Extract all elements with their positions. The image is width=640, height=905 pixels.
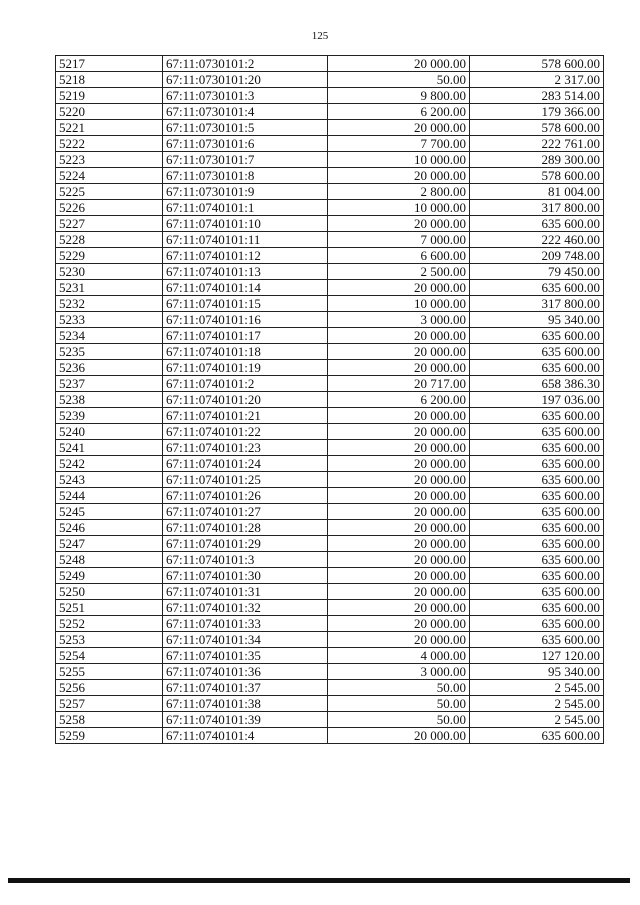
area-cell: 20 000.00 bbox=[328, 536, 470, 552]
row-number-cell: 5235 bbox=[56, 344, 163, 360]
table-row bbox=[56, 248, 604, 264]
value-cell: 658 386.30 bbox=[470, 376, 604, 392]
cadastral-number-cell: 67:11:0740101:39 bbox=[163, 712, 328, 728]
table-row bbox=[56, 472, 604, 488]
cadastral-number-cell: 67:11:0740101:31 bbox=[163, 584, 328, 600]
value-cell: 2 545.00 bbox=[470, 696, 604, 712]
table-row bbox=[56, 456, 604, 472]
cadastral-number-cell: 67:11:0740101:35 bbox=[163, 648, 328, 664]
row-number-cell: 5241 bbox=[56, 440, 163, 456]
area-cell: 50.00 bbox=[328, 696, 470, 712]
value-cell: 635 600.00 bbox=[470, 632, 604, 648]
table-row bbox=[56, 536, 604, 552]
row-number-cell: 5234 bbox=[56, 328, 163, 344]
cadastral-number-cell: 67:11:0740101:38 bbox=[163, 696, 328, 712]
area-cell: 50.00 bbox=[328, 712, 470, 728]
value-cell: 2 545.00 bbox=[470, 680, 604, 696]
cadastral-number-cell: 67:11:0730101:7 bbox=[163, 152, 328, 168]
value-cell: 635 600.00 bbox=[470, 552, 604, 568]
cadastral-number-cell: 67:11:0740101:30 bbox=[163, 568, 328, 584]
cadastral-number-cell: 67:11:0730101:8 bbox=[163, 168, 328, 184]
value-cell: 635 600.00 bbox=[470, 424, 604, 440]
table-row bbox=[56, 600, 604, 616]
row-number-cell: 5217 bbox=[56, 56, 163, 72]
cadastral-number-cell: 67:11:0740101:13 bbox=[163, 264, 328, 280]
cadastral-number-cell: 67:11:0730101:9 bbox=[163, 184, 328, 200]
cadastral-number-cell: 67:11:0730101:20 bbox=[163, 72, 328, 88]
value-cell: 209 748.00 bbox=[470, 248, 604, 264]
area-cell: 7 000.00 bbox=[328, 232, 470, 248]
area-cell: 20 000.00 bbox=[328, 328, 470, 344]
row-number-cell: 5255 bbox=[56, 664, 163, 680]
cadastral-number-cell: 67:11:0730101:3 bbox=[163, 88, 328, 104]
bottom-rule bbox=[8, 878, 630, 883]
value-cell: 635 600.00 bbox=[470, 536, 604, 552]
table-row bbox=[56, 424, 604, 440]
area-cell: 20 000.00 bbox=[328, 424, 470, 440]
row-number-cell: 5258 bbox=[56, 712, 163, 728]
cadastral-number-cell: 67:11:0740101:33 bbox=[163, 616, 328, 632]
area-cell: 10 000.00 bbox=[328, 200, 470, 216]
value-cell: 2 545.00 bbox=[470, 712, 604, 728]
cadastral-number-cell: 67:11:0740101:1 bbox=[163, 200, 328, 216]
table-row bbox=[56, 184, 604, 200]
cadastral-number-cell: 67:11:0740101:16 bbox=[163, 312, 328, 328]
row-number-cell: 5226 bbox=[56, 200, 163, 216]
area-cell: 20 000.00 bbox=[328, 216, 470, 232]
value-cell: 578 600.00 bbox=[470, 56, 604, 72]
row-number-cell: 5249 bbox=[56, 568, 163, 584]
area-cell: 20 000.00 bbox=[328, 440, 470, 456]
row-number-cell: 5221 bbox=[56, 120, 163, 136]
value-cell: 222 761.00 bbox=[470, 136, 604, 152]
table-row bbox=[56, 664, 604, 680]
area-cell: 20 000.00 bbox=[328, 584, 470, 600]
value-cell: 81 004.00 bbox=[470, 184, 604, 200]
value-cell: 635 600.00 bbox=[470, 360, 604, 376]
area-cell: 20 000.00 bbox=[328, 280, 470, 296]
table-row bbox=[56, 488, 604, 504]
row-number-cell: 5220 bbox=[56, 104, 163, 120]
area-cell: 20 000.00 bbox=[328, 168, 470, 184]
area-cell: 20 000.00 bbox=[328, 600, 470, 616]
table-row bbox=[56, 264, 604, 280]
row-number-cell: 5224 bbox=[56, 168, 163, 184]
row-number-cell: 5232 bbox=[56, 296, 163, 312]
value-cell: 179 366.00 bbox=[470, 104, 604, 120]
value-cell: 197 036.00 bbox=[470, 392, 604, 408]
row-number-cell: 5243 bbox=[56, 472, 163, 488]
row-number-cell: 5256 bbox=[56, 680, 163, 696]
value-cell: 635 600.00 bbox=[470, 584, 604, 600]
area-cell: 20 000.00 bbox=[328, 568, 470, 584]
table-row bbox=[56, 344, 604, 360]
row-number-cell: 5242 bbox=[56, 456, 163, 472]
row-number-cell: 5233 bbox=[56, 312, 163, 328]
value-cell: 635 600.00 bbox=[470, 472, 604, 488]
area-cell: 10 000.00 bbox=[328, 296, 470, 312]
cadastral-number-cell: 67:11:0740101:18 bbox=[163, 344, 328, 360]
cadastral-number-cell: 67:11:0740101:15 bbox=[163, 296, 328, 312]
table-row bbox=[56, 56, 604, 72]
value-cell: 127 120.00 bbox=[470, 648, 604, 664]
table-row bbox=[56, 72, 604, 88]
area-cell: 9 800.00 bbox=[328, 88, 470, 104]
table-row bbox=[56, 504, 604, 520]
row-number-cell: 5257 bbox=[56, 696, 163, 712]
row-number-cell: 5251 bbox=[56, 600, 163, 616]
value-cell: 635 600.00 bbox=[470, 488, 604, 504]
area-cell: 2 500.00 bbox=[328, 264, 470, 280]
cadastral-number-cell: 67:11:0730101:2 bbox=[163, 56, 328, 72]
table-row bbox=[56, 696, 604, 712]
table-row bbox=[56, 280, 604, 296]
value-cell: 635 600.00 bbox=[470, 328, 604, 344]
table-row bbox=[56, 104, 604, 120]
cadastral-number-cell: 67:11:0730101:5 bbox=[163, 120, 328, 136]
table-row bbox=[56, 520, 604, 536]
table-row bbox=[56, 120, 604, 136]
page-number: 125 bbox=[311, 30, 329, 42]
value-cell: 635 600.00 bbox=[470, 216, 604, 232]
row-number-cell: 5230 bbox=[56, 264, 163, 280]
area-cell: 20 000.00 bbox=[328, 360, 470, 376]
cadastral-number-cell: 67:11:0740101:4 bbox=[163, 728, 328, 744]
table-row bbox=[56, 152, 604, 168]
row-number-cell: 5238 bbox=[56, 392, 163, 408]
value-cell: 635 600.00 bbox=[470, 408, 604, 424]
row-number-cell: 5227 bbox=[56, 216, 163, 232]
area-cell: 6 200.00 bbox=[328, 392, 470, 408]
cadastral-number-cell: 67:11:0740101:21 bbox=[163, 408, 328, 424]
area-cell: 20 000.00 bbox=[328, 520, 470, 536]
area-cell: 20 000.00 bbox=[328, 120, 470, 136]
area-cell: 20 000.00 bbox=[328, 472, 470, 488]
row-number-cell: 5254 bbox=[56, 648, 163, 664]
area-cell: 20 000.00 bbox=[328, 504, 470, 520]
table-row bbox=[56, 328, 604, 344]
row-number-cell: 5247 bbox=[56, 536, 163, 552]
value-cell: 79 450.00 bbox=[470, 264, 604, 280]
area-cell: 20 000.00 bbox=[328, 56, 470, 72]
table-row bbox=[56, 728, 604, 744]
value-cell: 222 460.00 bbox=[470, 232, 604, 248]
cadastral-number-cell: 67:11:0740101:10 bbox=[163, 216, 328, 232]
row-number-cell: 5228 bbox=[56, 232, 163, 248]
table-row bbox=[56, 440, 604, 456]
value-cell: 289 300.00 bbox=[470, 152, 604, 168]
value-cell: 578 600.00 bbox=[470, 168, 604, 184]
table-row bbox=[56, 88, 604, 104]
cadastral-number-cell: 67:11:0740101:14 bbox=[163, 280, 328, 296]
cadastral-number-cell: 67:11:0740101:29 bbox=[163, 536, 328, 552]
row-number-cell: 5250 bbox=[56, 584, 163, 600]
table-row bbox=[56, 392, 604, 408]
table-row bbox=[56, 200, 604, 216]
value-cell: 635 600.00 bbox=[470, 568, 604, 584]
area-cell: 20 000.00 bbox=[328, 552, 470, 568]
area-cell: 20 000.00 bbox=[328, 632, 470, 648]
area-cell: 4 000.00 bbox=[328, 648, 470, 664]
table-row bbox=[56, 408, 604, 424]
cadastral-number-cell: 67:11:0730101:4 bbox=[163, 104, 328, 120]
table-row bbox=[56, 632, 604, 648]
value-cell: 635 600.00 bbox=[470, 616, 604, 632]
value-cell: 635 600.00 bbox=[470, 504, 604, 520]
value-cell: 317 800.00 bbox=[470, 200, 604, 216]
table-row bbox=[56, 680, 604, 696]
table-row bbox=[56, 648, 604, 664]
area-cell: 20 000.00 bbox=[328, 616, 470, 632]
area-cell: 2 800.00 bbox=[328, 184, 470, 200]
row-number-cell: 5237 bbox=[56, 376, 163, 392]
cadastral-number-cell: 67:11:0740101:17 bbox=[163, 328, 328, 344]
row-number-cell: 5248 bbox=[56, 552, 163, 568]
row-number-cell: 5229 bbox=[56, 248, 163, 264]
cadastral-number-cell: 67:11:0740101:34 bbox=[163, 632, 328, 648]
area-cell: 6 200.00 bbox=[328, 104, 470, 120]
value-cell: 317 800.00 bbox=[470, 296, 604, 312]
row-number-cell: 5225 bbox=[56, 184, 163, 200]
value-cell: 283 514.00 bbox=[470, 88, 604, 104]
value-cell: 2 317.00 bbox=[470, 72, 604, 88]
table-row bbox=[56, 552, 604, 568]
value-cell: 635 600.00 bbox=[470, 280, 604, 296]
parcel-table bbox=[55, 55, 604, 744]
table-row bbox=[56, 616, 604, 632]
table-row bbox=[56, 312, 604, 328]
area-cell: 6 600.00 bbox=[328, 248, 470, 264]
table-row bbox=[56, 568, 604, 584]
value-cell: 578 600.00 bbox=[470, 120, 604, 136]
row-number-cell: 5223 bbox=[56, 152, 163, 168]
cadastral-number-cell: 67:11:0740101:24 bbox=[163, 456, 328, 472]
value-cell: 95 340.00 bbox=[470, 664, 604, 680]
cadastral-number-cell: 67:11:0740101:11 bbox=[163, 232, 328, 248]
row-number-cell: 5222 bbox=[56, 136, 163, 152]
row-number-cell: 5253 bbox=[56, 632, 163, 648]
table-row bbox=[56, 216, 604, 232]
area-cell: 20 000.00 bbox=[328, 408, 470, 424]
value-cell: 635 600.00 bbox=[470, 600, 604, 616]
table-row bbox=[56, 360, 604, 376]
cadastral-number-cell: 67:11:0730101:6 bbox=[163, 136, 328, 152]
parcel-table-body bbox=[56, 56, 604, 744]
table-row bbox=[56, 584, 604, 600]
area-cell: 20 717.00 bbox=[328, 376, 470, 392]
cadastral-number-cell: 67:11:0740101:2 bbox=[163, 376, 328, 392]
value-cell: 95 340.00 bbox=[470, 312, 604, 328]
value-cell: 635 600.00 bbox=[470, 440, 604, 456]
area-cell: 3 000.00 bbox=[328, 312, 470, 328]
cadastral-number-cell: 67:11:0740101:23 bbox=[163, 440, 328, 456]
cadastral-number-cell: 67:11:0740101:12 bbox=[163, 248, 328, 264]
cadastral-number-cell: 67:11:0740101:19 bbox=[163, 360, 328, 376]
cadastral-number-cell: 67:11:0740101:32 bbox=[163, 600, 328, 616]
table-row bbox=[56, 296, 604, 312]
value-cell: 635 600.00 bbox=[470, 728, 604, 744]
table-row bbox=[56, 168, 604, 184]
row-number-cell: 5246 bbox=[56, 520, 163, 536]
cadastral-number-cell: 67:11:0740101:27 bbox=[163, 504, 328, 520]
table-row bbox=[56, 136, 604, 152]
row-number-cell: 5218 bbox=[56, 72, 163, 88]
area-cell: 3 000.00 bbox=[328, 664, 470, 680]
row-number-cell: 5240 bbox=[56, 424, 163, 440]
table-row bbox=[56, 376, 604, 392]
value-cell: 635 600.00 bbox=[470, 344, 604, 360]
cadastral-number-cell: 67:11:0740101:3 bbox=[163, 552, 328, 568]
row-number-cell: 5239 bbox=[56, 408, 163, 424]
row-number-cell: 5219 bbox=[56, 88, 163, 104]
area-cell: 20 000.00 bbox=[328, 488, 470, 504]
cadastral-number-cell: 67:11:0740101:25 bbox=[163, 472, 328, 488]
row-number-cell: 5231 bbox=[56, 280, 163, 296]
cadastral-number-cell: 67:11:0740101:22 bbox=[163, 424, 328, 440]
area-cell: 20 000.00 bbox=[328, 728, 470, 744]
area-cell: 50.00 bbox=[328, 680, 470, 696]
value-cell: 635 600.00 bbox=[470, 456, 604, 472]
row-number-cell: 5244 bbox=[56, 488, 163, 504]
row-number-cell: 5236 bbox=[56, 360, 163, 376]
cadastral-number-cell: 67:11:0740101:20 bbox=[163, 392, 328, 408]
cadastral-number-cell: 67:11:0740101:28 bbox=[163, 520, 328, 536]
area-cell: 10 000.00 bbox=[328, 152, 470, 168]
area-cell: 50.00 bbox=[328, 72, 470, 88]
area-cell: 20 000.00 bbox=[328, 456, 470, 472]
row-number-cell: 5252 bbox=[56, 616, 163, 632]
value-cell: 635 600.00 bbox=[470, 520, 604, 536]
row-number-cell: 5259 bbox=[56, 728, 163, 744]
row-number-cell: 5245 bbox=[56, 504, 163, 520]
cadastral-number-cell: 67:11:0740101:26 bbox=[163, 488, 328, 504]
cadastral-number-cell: 67:11:0740101:37 bbox=[163, 680, 328, 696]
table-row bbox=[56, 712, 604, 728]
area-cell: 7 700.00 bbox=[328, 136, 470, 152]
cadastral-number-cell: 67:11:0740101:36 bbox=[163, 664, 328, 680]
area-cell: 20 000.00 bbox=[328, 344, 470, 360]
table-row bbox=[56, 232, 604, 248]
